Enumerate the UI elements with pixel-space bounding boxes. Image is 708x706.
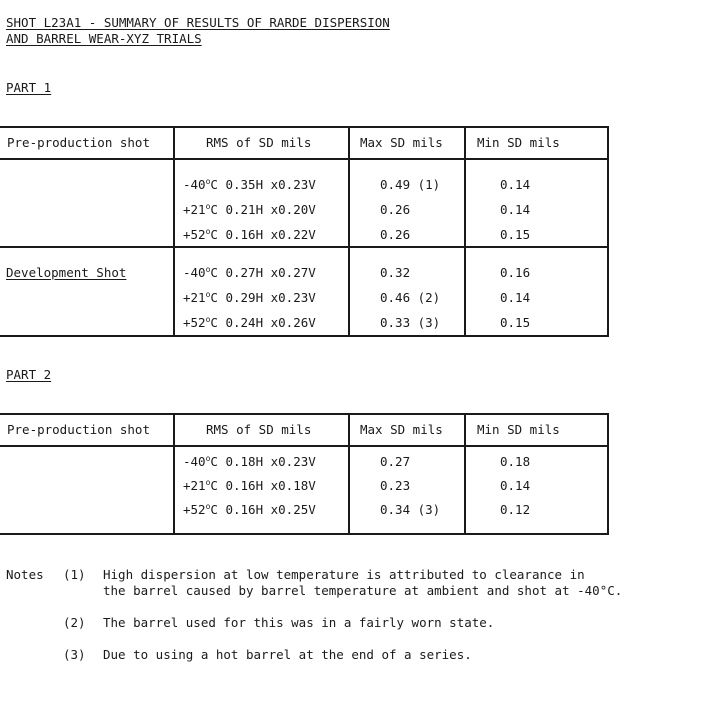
- notes-label: Notes: [6, 567, 44, 582]
- temp-rms-cell: -40$^o$C 0.35H x0.23V: [183, 177, 316, 192]
- temp-rms-cell: $+21^oC$ 0.16H x0.18V: [183, 478, 316, 493]
- max-sd-cell: 0.27: [380, 454, 411, 469]
- table-header-min: Min SD mils: [477, 135, 560, 150]
- min-sd-cell: 0.12: [500, 502, 531, 517]
- temp-rms-cell: -40$^o$C 0.27H x0.27V: [183, 265, 316, 280]
- max-sd-cell: 0.34 (3): [380, 502, 441, 517]
- table-header-min: Min SD mils: [477, 422, 560, 437]
- table-header-max: Max SD mils: [360, 135, 443, 150]
- table-header-rms: RMS of SD mils: [206, 422, 312, 437]
- table-header-rms: RMS of SD mils: [206, 135, 312, 150]
- min-sd-cell: 0.18: [500, 454, 531, 469]
- min-sd-cell: 0.15: [500, 227, 531, 242]
- max-sd-cell: 0.49 (1): [380, 177, 441, 192]
- temp-rms-cell: $+21^oC$ 0.29H x0.23V: [183, 290, 316, 305]
- document-title-line-1: SHOT L23A1 - SUMMARY OF RESULTS OF RARDE DISPERSION: [6, 15, 390, 30]
- min-sd-cell: 0.14: [500, 290, 531, 305]
- note-text: Due to using a hot barrel at the end of a series.: [103, 647, 472, 662]
- temp-rms-cell: $+21^oC$ 0.21H x0.20V: [183, 202, 316, 217]
- note-text: the barrel caused by barrel temperature at ambient and shot at -40°C.: [103, 583, 623, 598]
- temp-rms-cell: $+52^oC$ 0.16H x0.25V: [183, 502, 316, 517]
- max-sd-cell: 0.26: [380, 227, 411, 242]
- table-header-shot: Pre-production shot: [7, 135, 150, 150]
- temp-rms-cell: -40$^o$C 0.18H x0.23V: [183, 454, 316, 469]
- note-number: (3): [63, 647, 86, 662]
- table-header-max: Max SD mils: [360, 422, 443, 437]
- max-sd-cell: 0.32: [380, 265, 411, 280]
- max-sd-cell: 0.33 (3): [380, 315, 441, 330]
- part-2-label: PART 2: [6, 367, 52, 382]
- note-number: (1): [63, 567, 86, 582]
- note-text: The barrel used for this was in a fairly worn state.: [103, 615, 495, 630]
- temp-rms-cell: $+52^oC$ 0.24H x0.26V: [183, 315, 316, 330]
- max-sd-cell: 0.26: [380, 202, 411, 217]
- note-number: (2): [63, 615, 86, 630]
- note-text: High dispersion at low temperature is attributed to clearance in: [103, 567, 585, 582]
- development-shot-label: Development Shot: [6, 265, 127, 280]
- min-sd-cell: 0.14: [500, 202, 531, 217]
- min-sd-cell: 0.16: [500, 265, 531, 280]
- temp-rms-cell: $+52^oC$ 0.16H x0.22V: [183, 227, 316, 242]
- min-sd-cell: 0.15: [500, 315, 531, 330]
- document-title-line-2: AND BARREL WEAR-XYZ TRIALS: [6, 31, 202, 46]
- max-sd-cell: 0.46 (2): [380, 290, 441, 305]
- table-header-shot: Pre-production shot: [7, 422, 150, 437]
- part-1-label: PART 1: [6, 80, 52, 95]
- min-sd-cell: 0.14: [500, 478, 531, 493]
- min-sd-cell: 0.14: [500, 177, 531, 192]
- max-sd-cell: 0.23: [380, 478, 411, 493]
